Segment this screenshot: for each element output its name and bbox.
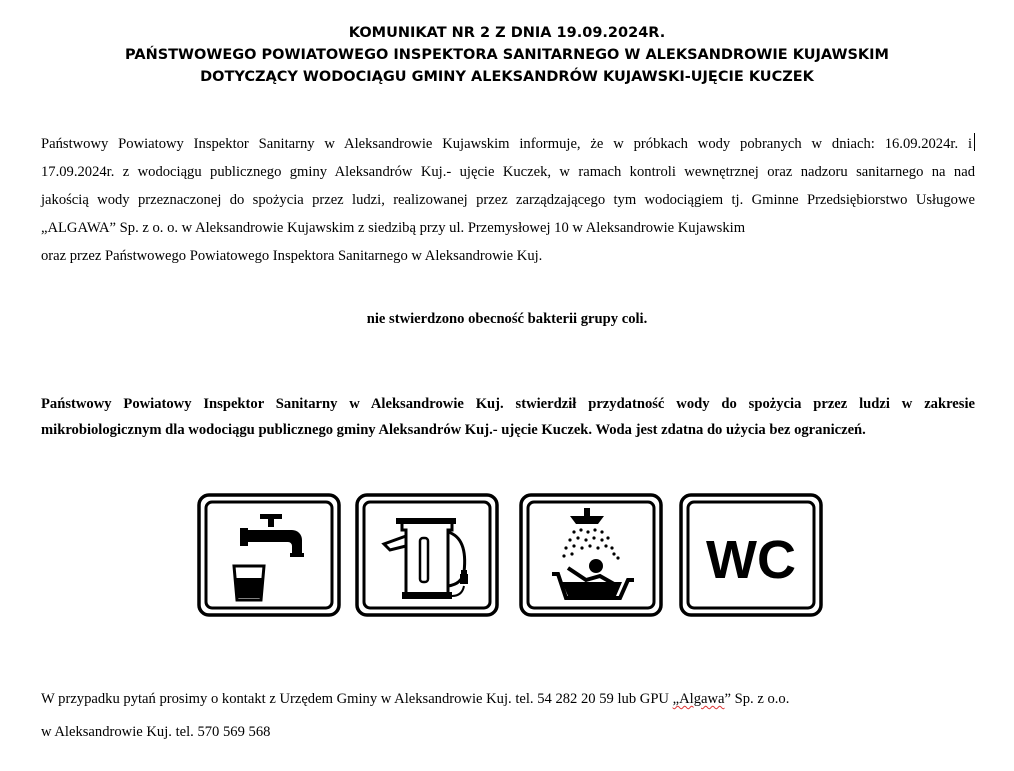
statement-line: Państwowy Powiatowy Inspektor Sanitarny w Aleksandrowie Kuj. stwierdził przydatność wody do spożycia przez ludzi w zakresie <box>41 396 975 412</box>
sampling-paragraph <box>41 130 975 270</box>
contact-line: W przypadku pytań prosimy o kontakt z Urzędem Gminy w Aleksandrowie Kuj. tel. 54 282 20 59 lub GPU „Algawa” Sp. z o.o. <box>41 691 790 707</box>
paragraph-line: jakością wody przeznaczonej do spożycia przez ludzi, realizowanej przez zarządzającego tym wodociągiem tj. Gminne Przedsiębiorstwo Usługowe <box>41 192 975 208</box>
shower-bath-icon <box>518 492 664 618</box>
announcement-header <box>0 22 1014 88</box>
wc-label: WC <box>706 530 796 590</box>
spellcheck-marked-word: „Algawa <box>672 691 725 707</box>
fitness-statement <box>41 391 975 443</box>
announcement-title: KOMUNIKAT NR 2 Z DNIA 19.09.2024R. <box>348 25 666 41</box>
kettle-icon <box>354 492 500 618</box>
paragraph-line: Państwowy Powiatowy Inspektor Sanitarny w Aleksandrowie Kujawskim informuje, że w próbkach wody pobranych w dniach: 16.09.2024r. i <box>41 130 975 158</box>
paragraph-line: „ALGAWA” Sp. z o. o. w Aleksandrowie Kujawskim z siedzibą przy ul. Przemysłowej 10 w Aleksandrowie Kujawskim <box>41 220 746 236</box>
drinking-water-icon <box>196 492 342 618</box>
wc-icon <box>678 492 824 618</box>
subject-line: DOTYCZĄCY WODOCIĄGU GMINY ALEKSANDRÓW KUJAWSKI-UJĘCIE KUCZEK <box>200 69 814 85</box>
test-result: nie stwierdzono obecność bakterii grupy coli. <box>366 311 648 327</box>
contact-info <box>41 683 975 749</box>
paragraph-line: 17.09.2024r. z wodociągu publicznego gminy Aleksandrów Kuj.- ujęcie Kuczek, w ramach kontroli wewnętrznej oraz nadzoru sanitarnego na nad <box>41 164 975 180</box>
text-cursor <box>974 133 975 151</box>
water-usage-pictograms <box>194 492 818 620</box>
paragraph-line: oraz przez Państwowego Powiatowego Inspektora Sanitarnego w Aleksandrowie Kuj. <box>41 248 543 264</box>
statement-line: mikrobiologicznym dla wodociągu publicznego gminy Aleksandrów Kuj.- ujęcie Kuczek. Woda jest zdatna do użycia bez ograniczeń. <box>41 422 866 438</box>
contact-line: w Aleksandrowie Kuj. tel. 570 569 568 <box>41 724 271 740</box>
issuer-line: PAŃSTWOWEGO POWIATOWEGO INSPEKTORA SANITARNEGO W ALEKSANDROWIE KUJAWSKIM <box>125 47 889 63</box>
